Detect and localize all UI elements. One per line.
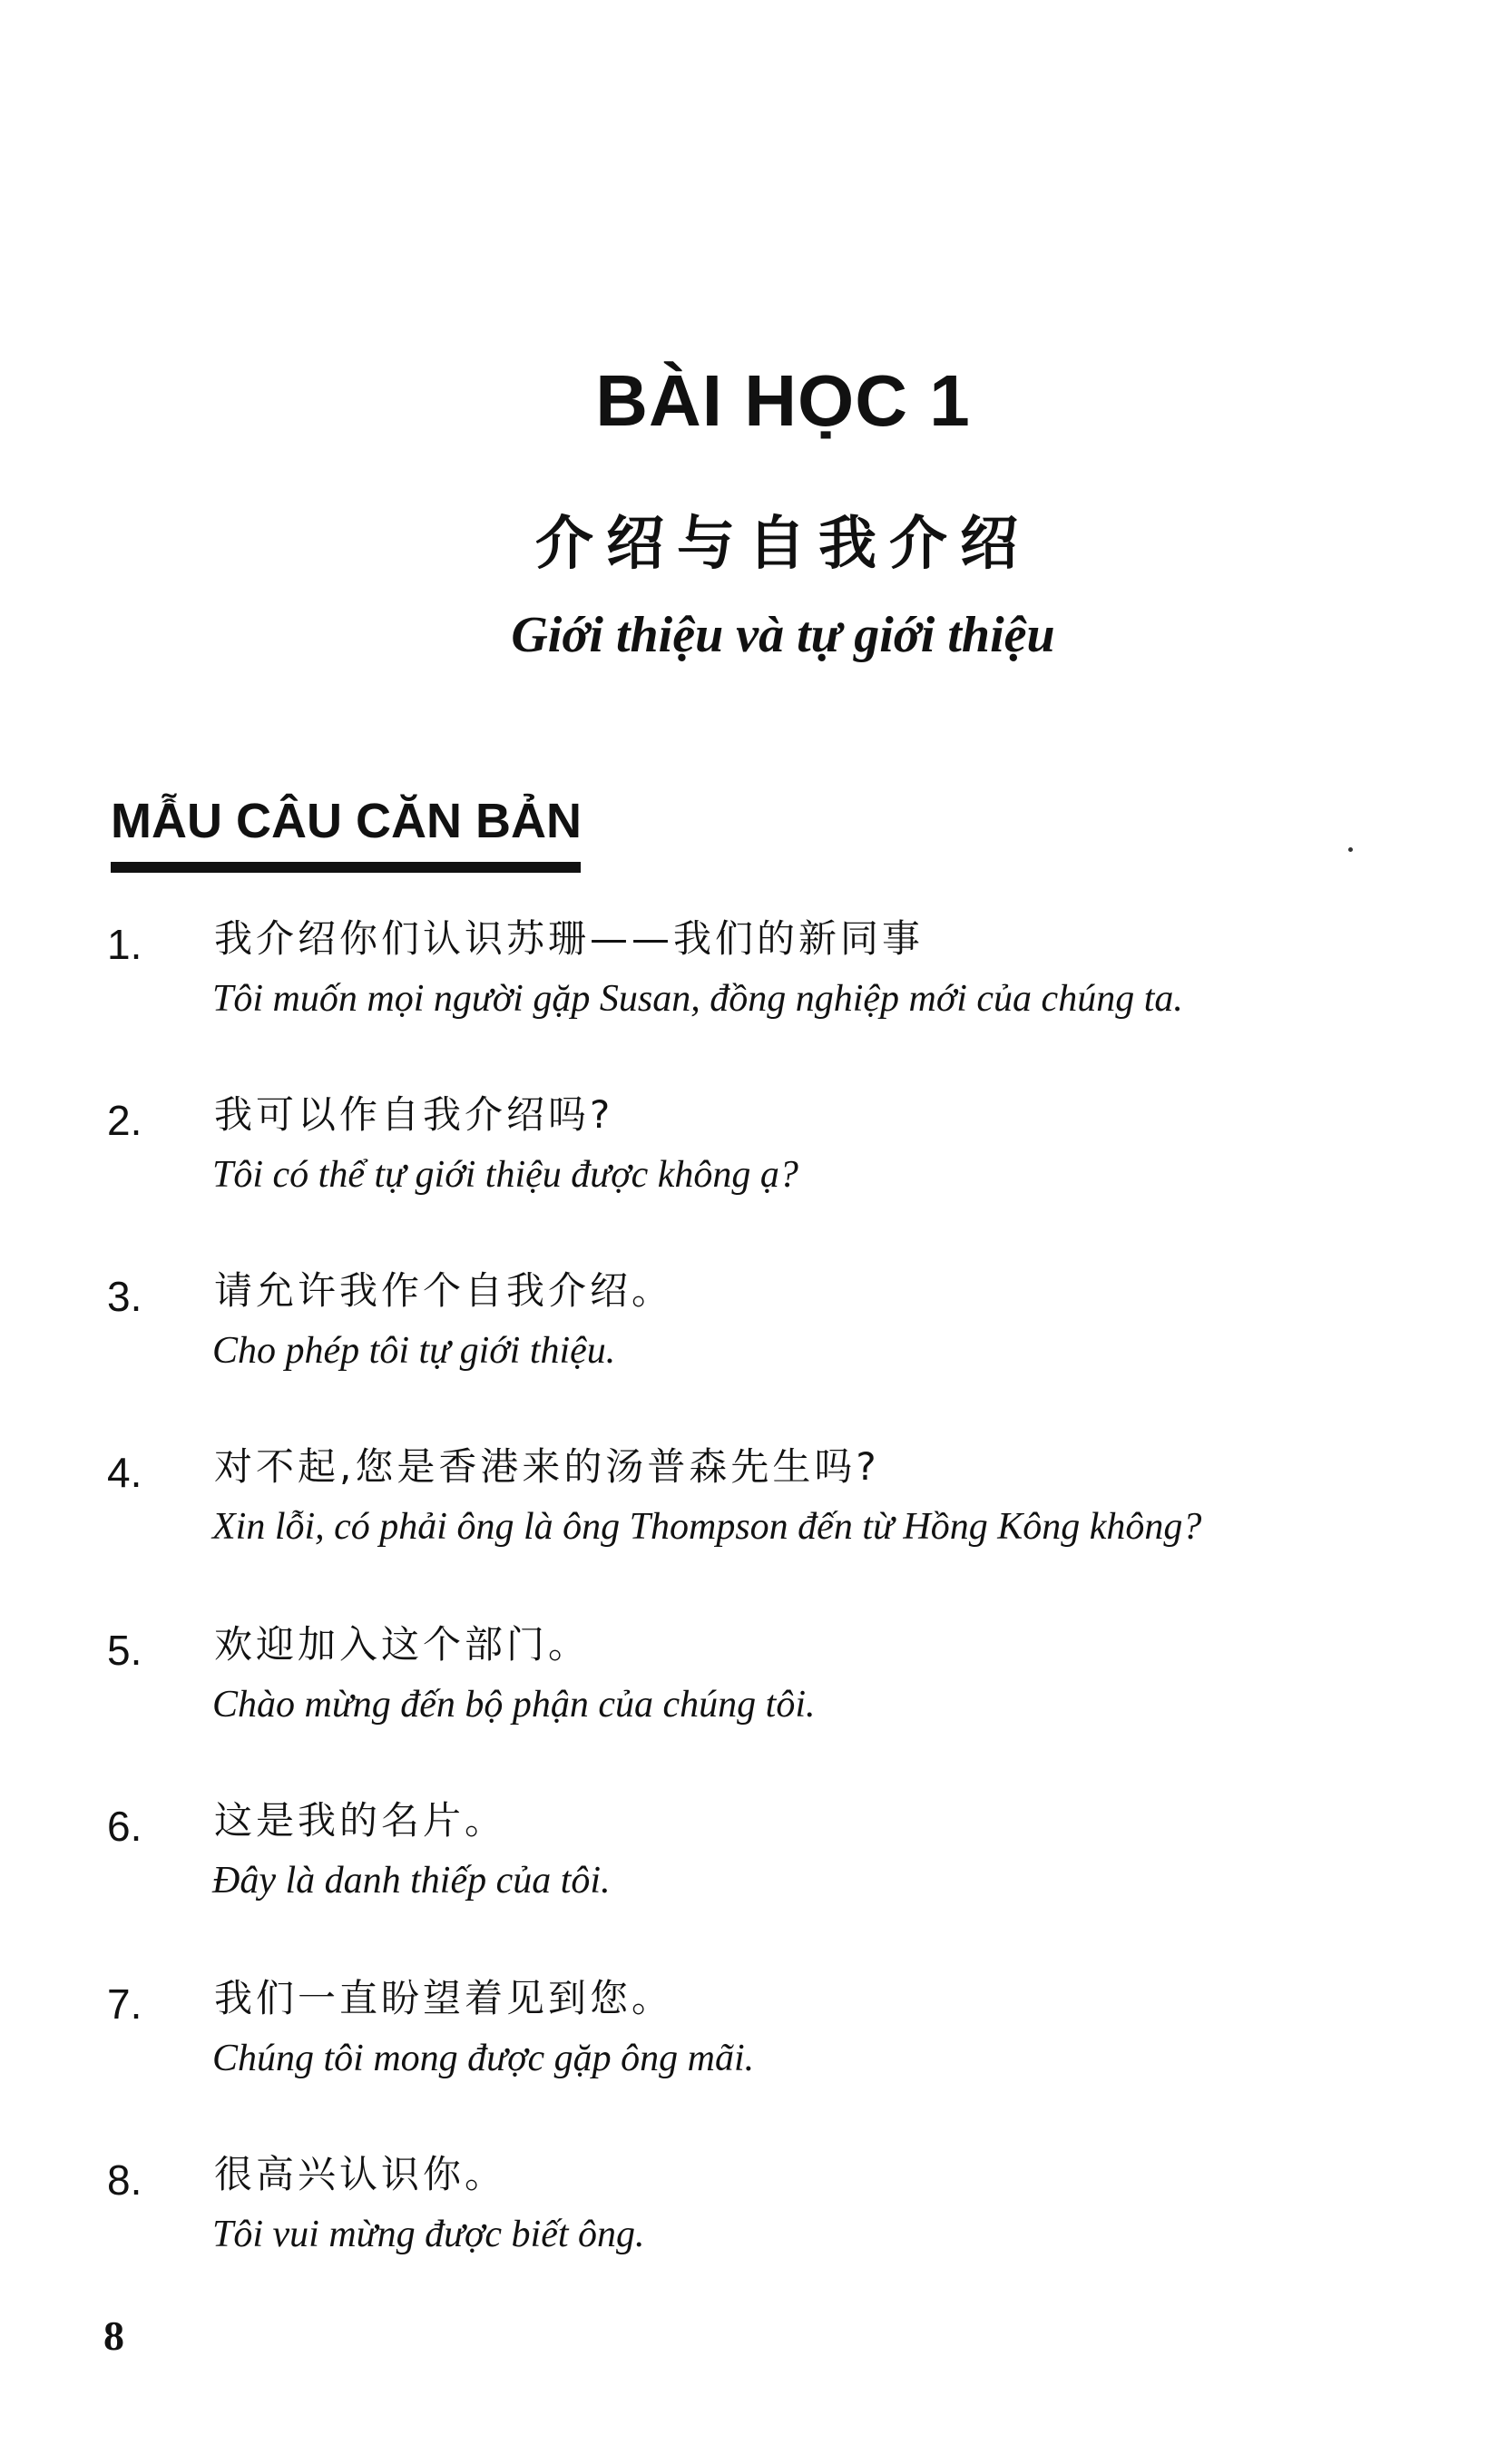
sentence-vietnamese: Đây là danh thiếp của tôi. bbox=[212, 1860, 611, 1902]
sentence-chinese: 请允许我作个自我介绍。 bbox=[214, 1268, 674, 1313]
sentence-number: 2. bbox=[107, 1097, 142, 1144]
sentence-number: 7. bbox=[107, 1980, 142, 2028]
lesson-title-chinese: 介绍与自我介绍 bbox=[535, 511, 1031, 578]
sentence-chinese: 这是我的名片。 bbox=[214, 1798, 507, 1843]
sentence-number: 3. bbox=[107, 1273, 142, 1320]
sentence-chinese: 欢迎加入这个部门。 bbox=[214, 1622, 591, 1667]
sentence-number: 1. bbox=[107, 921, 142, 968]
sentence-number: 5. bbox=[107, 1627, 142, 1674]
sentence-vietnamese: Chúng tôi mong được gặp ông mãi. bbox=[212, 2038, 755, 2079]
sentence-number: 4. bbox=[107, 1449, 142, 1496]
sentence-vietnamese: Xin lỗi, có phải ông là ông Thompson đến từ Hồng Kông không? bbox=[212, 1506, 1202, 1548]
lesson-title: BÀI HỌC 1 bbox=[595, 360, 971, 441]
sentence-vietnamese: Cho phép tôi tự giới thiệu. bbox=[212, 1330, 616, 1372]
sentence-vietnamese: Chào mừng đến bộ phận của chúng tôi. bbox=[212, 1684, 816, 1726]
print-speck bbox=[1348, 847, 1353, 852]
sentence-vietnamese: Tôi có thể tự giới thiệu được không ạ? bbox=[212, 1154, 798, 1196]
page-number: 8 bbox=[103, 2312, 124, 2359]
sentence-chinese: 对不起,您是香港来的汤普森先生吗? bbox=[214, 1444, 880, 1489]
section-heading: MẪU CÂU CĂN BẢN bbox=[111, 794, 582, 848]
sentence-number: 8. bbox=[107, 2156, 142, 2204]
section-underline bbox=[111, 862, 581, 873]
sentence-chinese: 很高兴认识你。 bbox=[214, 2152, 507, 2196]
lesson-title-vietnamese: Giới thiệu và tự giới thiệu bbox=[511, 607, 1055, 663]
sentence-number: 6. bbox=[107, 1803, 142, 1850]
sentence-chinese: 我介绍你们认识苏珊——我们的新同事 bbox=[214, 916, 925, 961]
sentence-chinese: 我可以作自我介绍吗? bbox=[214, 1092, 614, 1137]
sentence-chinese: 我们一直盼望着见到您。 bbox=[214, 1976, 674, 2020]
sentence-vietnamese: Tôi vui mừng được biết ông. bbox=[212, 2214, 645, 2255]
sentence-vietnamese: Tôi muốn mọi người gặp Susan, đồng nghiệp mới của chúng ta. bbox=[212, 978, 1183, 1020]
